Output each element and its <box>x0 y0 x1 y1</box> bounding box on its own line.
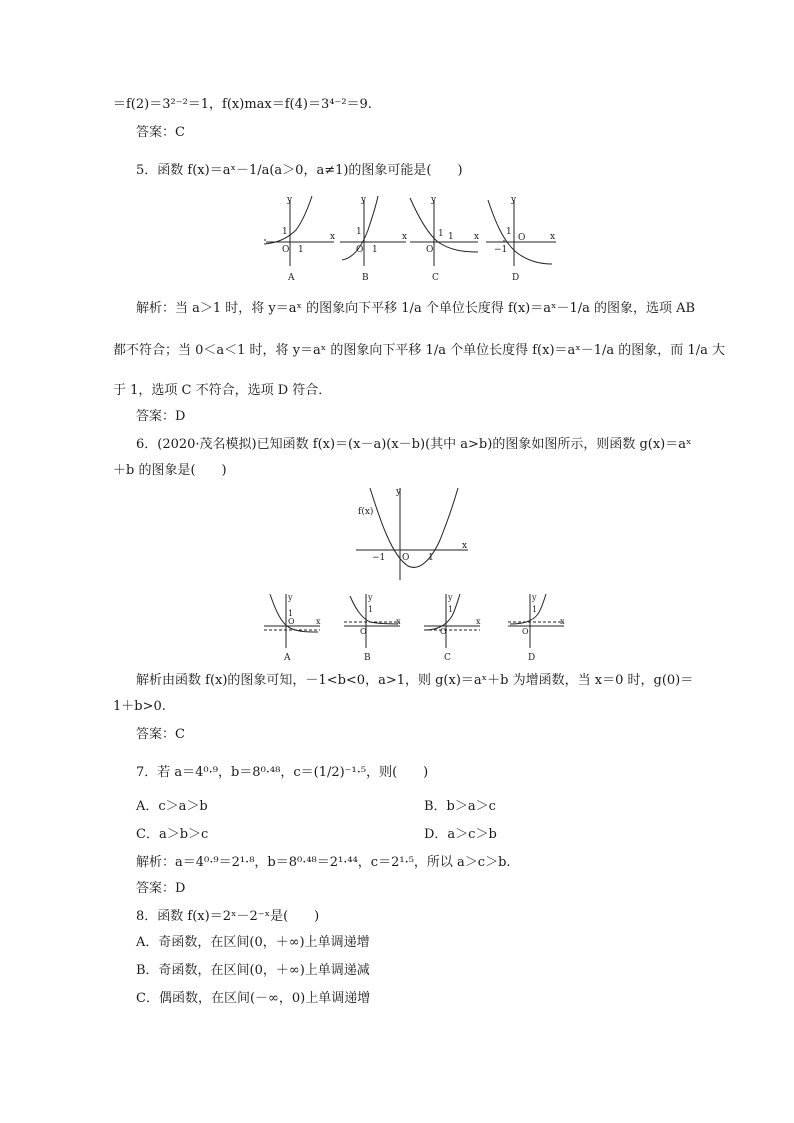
q6-label-b: B <box>364 653 371 663</box>
q5-solution-3: 于 1，选项 C 不符合，选项 D 符合． <box>113 383 332 398</box>
q5-d-x-label: x <box>550 232 556 242</box>
q6-c-x: x <box>476 617 481 626</box>
q6-d-y: y <box>532 593 537 602</box>
q6-label-c: C <box>444 653 451 663</box>
q6-a-origin: O <box>288 617 295 626</box>
q8-option-c: C．偶函数，在区间(－∞，0)上单调递增 <box>136 991 371 1006</box>
q6-x-label: x <box>462 541 468 551</box>
q6-c-y: y <box>448 593 453 602</box>
question-6-cont: ＋b 的图象是( ) <box>113 463 227 478</box>
q6-one: 1 <box>428 553 434 563</box>
q7-option-b: B．b＞a＞c <box>424 799 496 814</box>
q5-option-b <box>340 196 406 266</box>
q6-y-label: y <box>396 487 402 497</box>
q6-options-figure <box>260 590 580 664</box>
q6-fx-figure <box>352 484 472 584</box>
q6-fx-label: f(x) <box>358 507 374 517</box>
q5-solution-2: 都不符合；当 0＜a＜1 时，将 y＝aˣ 的图象向下平移 1/a 个单位长度得 f(x)＝aˣ－1/a 的图象，而 1/a 大 <box>113 343 725 358</box>
q5-a-one-y: 1 <box>282 227 288 237</box>
q6-neg-one: −1 <box>372 553 386 563</box>
q6-solution-2: 1＋b>0. <box>113 699 166 714</box>
answer-4: 答案：C <box>136 125 185 140</box>
q7-option-d: D．a＞c＞b <box>424 827 497 842</box>
q5-option-c <box>410 198 478 266</box>
question-5: 5．函数 f(x)＝aˣ－1/a(a＞0，a≠1)的图象可能是( ) <box>136 163 463 178</box>
q5-option-a <box>264 196 334 266</box>
q6-a-y: y <box>288 593 293 602</box>
q5-d-origin: O <box>518 233 526 243</box>
q5-d-one-y: 1 <box>506 227 512 237</box>
q6-b-x: x <box>396 617 401 626</box>
q5-b-y-label: y <box>361 195 367 205</box>
answer-7: 答案：D <box>136 881 186 896</box>
q5-c-y-label: y <box>431 195 437 205</box>
q6-b-y: y <box>368 593 373 602</box>
q5-b-one-y: 1 <box>356 227 362 237</box>
q5-a-y-label: y <box>287 195 293 205</box>
q5-c-origin: O <box>426 245 434 255</box>
q5-a-one-x: 1 <box>298 245 304 255</box>
q6-label-d: D <box>528 653 536 663</box>
q5-d-neg-one: −1 <box>494 245 508 255</box>
q6-origin: O <box>402 553 410 563</box>
q8-option-a: A．奇函数，在区间(0，＋∞)上单调递增 <box>136 935 370 950</box>
answer-6: 答案：C <box>136 727 185 742</box>
q5-a-x-label: x <box>330 232 336 242</box>
q7-solution: 解析：a＝4⁰·⁹＝2¹·⁸，b＝8⁰·⁴⁸＝2¹·⁴⁴，c＝2¹·⁵，所以 a＞c＞b. <box>136 855 511 870</box>
q5-a-origin: O <box>282 245 290 255</box>
q5-solution-1: 解析：当 a＞1 时，将 y＝aˣ 的图象向下平移 1/a 个单位长度得 f(x)＝aˣ－1/a 的图象，选项 AB <box>136 301 696 316</box>
q6-label-a: A <box>284 653 291 663</box>
q6-b-origin: O <box>360 627 367 636</box>
q5-c-one-x: 1 <box>448 232 454 242</box>
q6-d-one: 1 <box>532 605 538 614</box>
q5-label-a: A <box>288 273 295 283</box>
q6-d-origin: O <box>522 627 529 636</box>
q5-c-x-label: x <box>474 232 480 242</box>
q6-d-x: x <box>560 617 565 626</box>
answer-5: 答案：D <box>136 409 186 424</box>
q5-d-y-label: y <box>511 195 517 205</box>
q5-options-figure <box>258 194 558 286</box>
q6-a-one: 1 <box>288 609 294 618</box>
q5-label-c: C <box>432 273 439 283</box>
q5-label-d: D <box>512 273 520 283</box>
q6-c-one: 1 <box>448 605 454 614</box>
q7-option-a: A．c＞a＞b <box>136 799 208 814</box>
question-7: 7．若 a＝4⁰·⁹，b＝8⁰·⁴⁸，c＝(1/2)⁻¹·⁵，则( ) <box>136 765 429 780</box>
q6-solution-1: 解析由函数 f(x)的图象可知，－1<b<0，a>1，则 g(x)＝aˣ＋b 为增函数，当 x＝0 时，g(0)＝ <box>136 673 694 688</box>
q5-c-one-y: 1 <box>438 229 444 239</box>
q5-label-b: B <box>362 273 369 283</box>
question-8: 8．函数 f(x)＝2ˣ－2⁻ˣ是( ) <box>136 909 320 924</box>
q6-b-one: 1 <box>368 605 374 614</box>
q5-b-one-x: 1 <box>372 245 378 255</box>
prev-solution-tail: ＝f(2)＝3²⁻²＝1，f(x)max＝f(4)＝3⁴⁻²＝9. <box>113 97 372 112</box>
question-6: 6．(2020·茂名模拟)已知函数 f(x)＝(x－a)(x－b)(其中 a>b)的图象如图所示，则函数 g(x)＝aˣ <box>136 437 692 452</box>
q8-option-b: B．奇函数，在区间(0，＋∞)上单调递减 <box>136 963 370 978</box>
q5-b-x-label: x <box>402 232 408 242</box>
q5-b-origin: O <box>356 245 364 255</box>
q7-option-c: C．a＞b＞c <box>136 827 209 842</box>
q6-c-origin: O <box>440 627 447 636</box>
q6-a-x: x <box>316 617 321 626</box>
